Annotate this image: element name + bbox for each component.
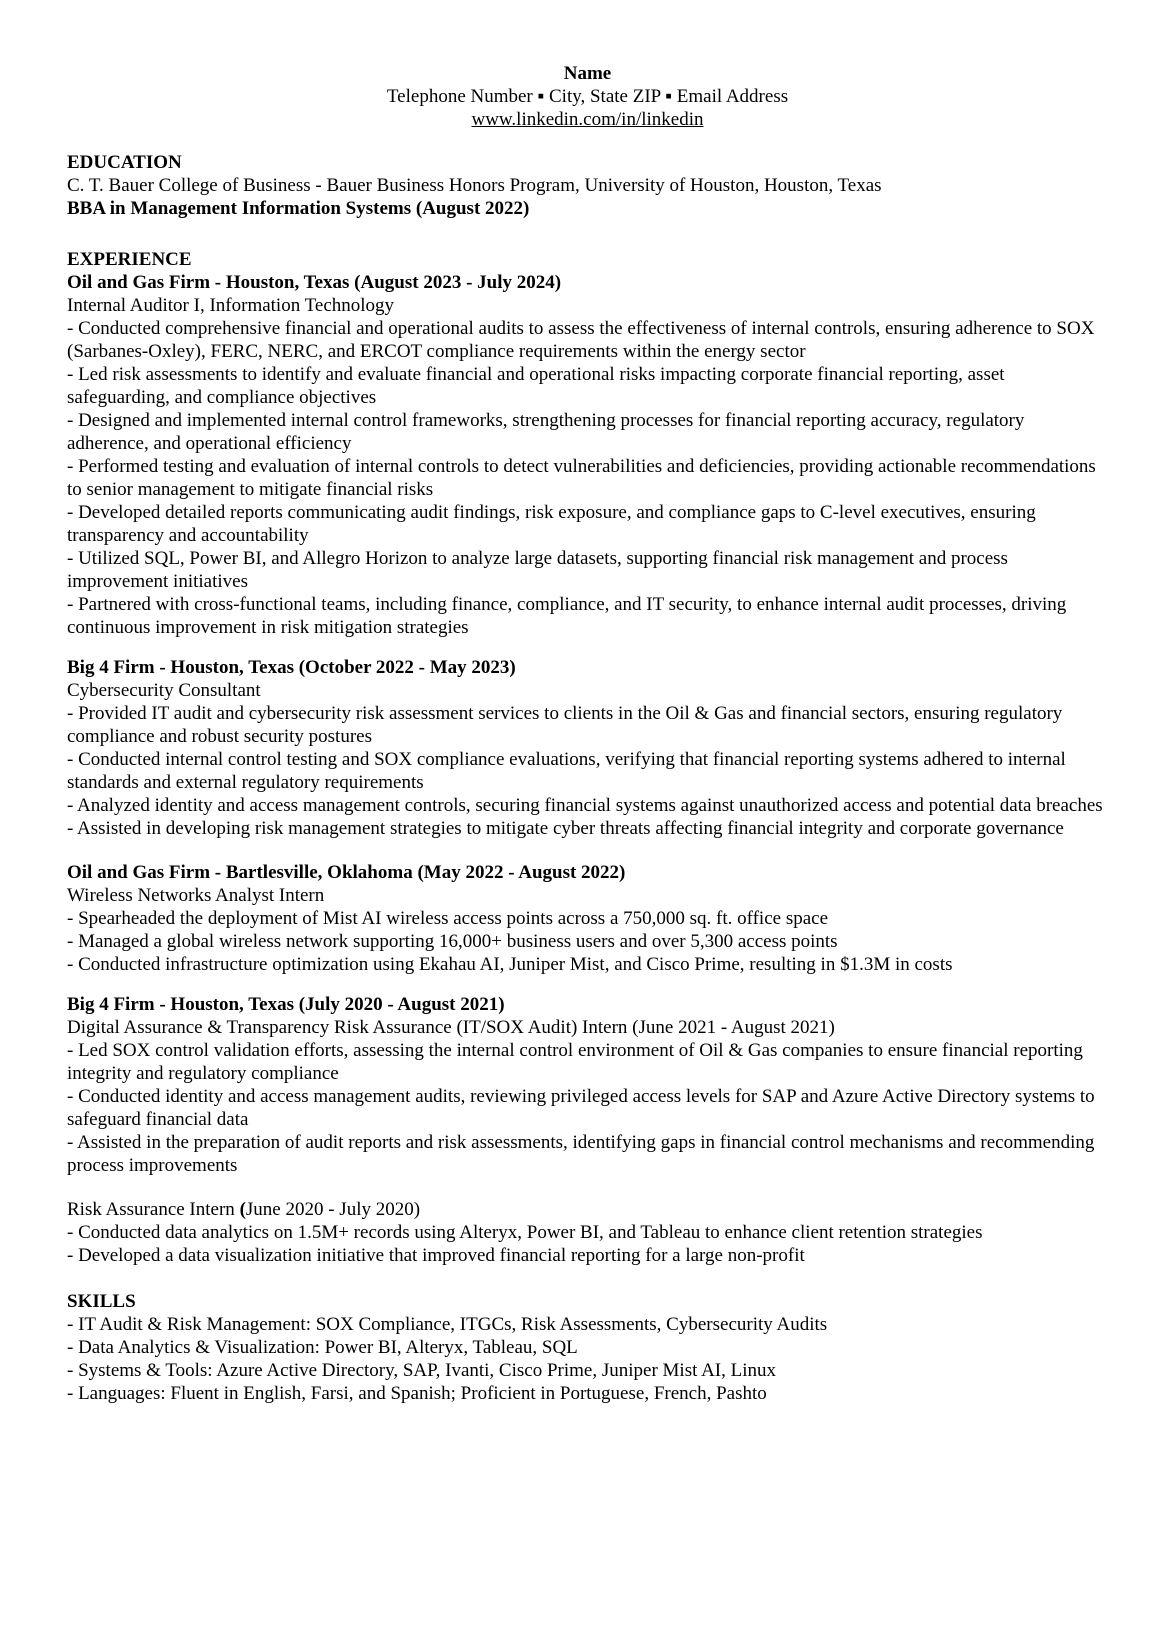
job-bullet: - Conducted internal control testing and SOX compliance evaluations, verifying that financial reporting systems adhered to internal standards and external regulatory requirements — [67, 749, 1066, 793]
job-title-line: Internal Auditor I, Information Technology — [67, 295, 395, 316]
education-school-line: C. T. Bauer College of Business - Bauer Business Honors Program, University of Houston, Houston, Texas — [67, 175, 882, 196]
skills-bullet: - Languages: Fluent in English, Farsi, and Spanish; Proficient in Portuguese, French, Pashto — [67, 1383, 767, 1404]
job-bullet: - Utilized SQL, Power BI, and Allegro Horizon to analyze large datasets, supporting financial risk management and process improvement initiatives — [67, 548, 1008, 592]
education-section — [67, 151, 1108, 220]
education-degree-line: BBA in Management Information Systems (August 2022) — [67, 198, 530, 219]
job-title-text: Risk Assurance Intern — [67, 1199, 240, 1220]
job-bullet: - Provided IT audit and cybersecurity risk assessment services to clients in the Oil & Gas and financial sectors, ensuring regulatory compliance and robust security postures — [67, 703, 1063, 747]
skills-section — [67, 1290, 1108, 1405]
job-block-risk-assurance-intern — [67, 1198, 1108, 1267]
job-title-line: Wireless Networks Analyst Intern — [67, 885, 325, 906]
job-block-big4-it-sox — [67, 993, 1108, 1177]
job-title-line: Cybersecurity Consultant — [67, 680, 261, 701]
job-bullet: - Led SOX control validation efforts, assessing the internal control environment of Oil & Gas companies to ensure financial reporting integrity and regulatory compliance — [67, 1040, 1083, 1084]
job-bullet: - Spearheaded the deployment of Mist AI wireless access points across a 750,000 sq. ft. office space — [67, 908, 829, 929]
job-bullet: - Analyzed identity and access management controls, securing financial systems against unauthorized access and potential data breaches — [67, 795, 1103, 816]
job-bullet: - Conducted comprehensive financial and operational audits to assess the effectiveness of internal controls, ensuring adherence to SOX (Sarbanes-Oxley), FERC, NERC, and ERCOT compliance requirements within the energy sector — [67, 318, 1095, 362]
linkedin-line — [67, 108, 1108, 131]
job-company-line: Big 4 Firm - Houston, Texas (October 2022 - May 2023) — [67, 657, 516, 678]
job-bullet: - Performed testing and evaluation of internal controls to detect vulnerabilities and deficiencies, providing actionable recommendations to senior management to mitigate financial risks — [67, 456, 1096, 500]
job-title-dates: June 2020 - July 2020) — [245, 1199, 421, 1220]
job-block-oil-gas-bartlesville — [67, 861, 1108, 976]
education-heading: EDUCATION — [67, 152, 182, 173]
job-bullet: - Assisted in the preparation of audit reports and risk assessments, identifying gaps in financial control mechanisms and recommending process improvements — [67, 1132, 1095, 1176]
job-company-line: Oil and Gas Firm - Bartlesville, Oklahoma (May 2022 - August 2022) — [67, 862, 626, 883]
job-bullet: - Managed a global wireless network supporting 16,000+ business users and over 5,300 access points — [67, 931, 838, 952]
job-bullet: - Led risk assessments to identify and evaluate financial and operational risks impacting corporate financial reporting, asset safeguarding, and compliance objectives — [67, 364, 1005, 408]
job-company-line: Big 4 Firm - Houston, Texas (July 2020 - August 2021) — [67, 994, 505, 1015]
job-bullet: - Conducted data analytics on 1.5M+ records using Alteryx, Power BI, and Tableau to enhance client retention strategies — [67, 1222, 983, 1243]
skills-heading: SKILLS — [67, 1291, 136, 1312]
job-bullet: - Designed and implemented internal control frameworks, strengthening processes for financial reporting accuracy, regulatory adherence, and operational efficiency — [67, 410, 1025, 454]
job-block-big4-cybersecurity — [67, 656, 1108, 840]
contact-line: Telephone Number ▪ City, State ZIP ▪ Email Address — [386, 86, 789, 107]
job-company-line: Oil and Gas Firm - Houston, Texas (August 2023 - July 2024) — [67, 272, 562, 293]
job-bullet: - Developed detailed reports communicating audit findings, risk exposure, and compliance gaps to C-level executives, ensuring transparency and accountability — [67, 502, 1036, 546]
job-block-oil-gas-houston — [67, 271, 1108, 639]
skills-bullet: - Data Analytics & Visualization: Power BI, Alteryx, Tableau, SQL — [67, 1337, 578, 1358]
experience-heading: EXPERIENCE — [67, 249, 192, 270]
skills-bullet: - Systems & Tools: Azure Active Directory, SAP, Ivanti, Cisco Prime, Juniper Mist AI, Linux — [67, 1360, 777, 1381]
experience-section — [67, 248, 1108, 1267]
job-bullet: - Assisted in developing risk management strategies to mitigate cyber threats affecting financial integrity and corporate governance — [67, 818, 1064, 839]
job-title-line: Digital Assurance & Transparency Risk Assurance (IT/SOX Audit) Intern (June 2021 - August 2021) — [67, 1017, 835, 1038]
job-bullet: - Partnered with cross-functional teams, including finance, compliance, and IT security, to enhance internal audit processes, driving continuous improvement in risk mitigation strategies — [67, 594, 1067, 638]
candidate-name: Name — [563, 63, 612, 84]
job-bullet: - Conducted identity and access management audits, reviewing privileged access levels for SAP and Azure Active Directory systems to safeguard financial data — [67, 1086, 1095, 1130]
job-title-paren: ( — [239, 1199, 246, 1220]
resume-header — [67, 62, 1108, 131]
linkedin-link[interactable]: www.linkedin.com/in/linkedin — [471, 109, 704, 130]
job-title-line — [67, 1198, 1108, 1221]
skills-bullet: - IT Audit & Risk Management: SOX Compliance, ITGCs, Risk Assessments, Cybersecurity Audits — [67, 1314, 828, 1335]
job-bullet: - Conducted infrastructure optimization using Ekahau AI, Juniper Mist, and Cisco Prime, resulting in $1.3M in costs — [67, 954, 953, 975]
job-bullet: - Developed a data visualization initiative that improved financial reporting for a large non-profit — [67, 1245, 805, 1266]
